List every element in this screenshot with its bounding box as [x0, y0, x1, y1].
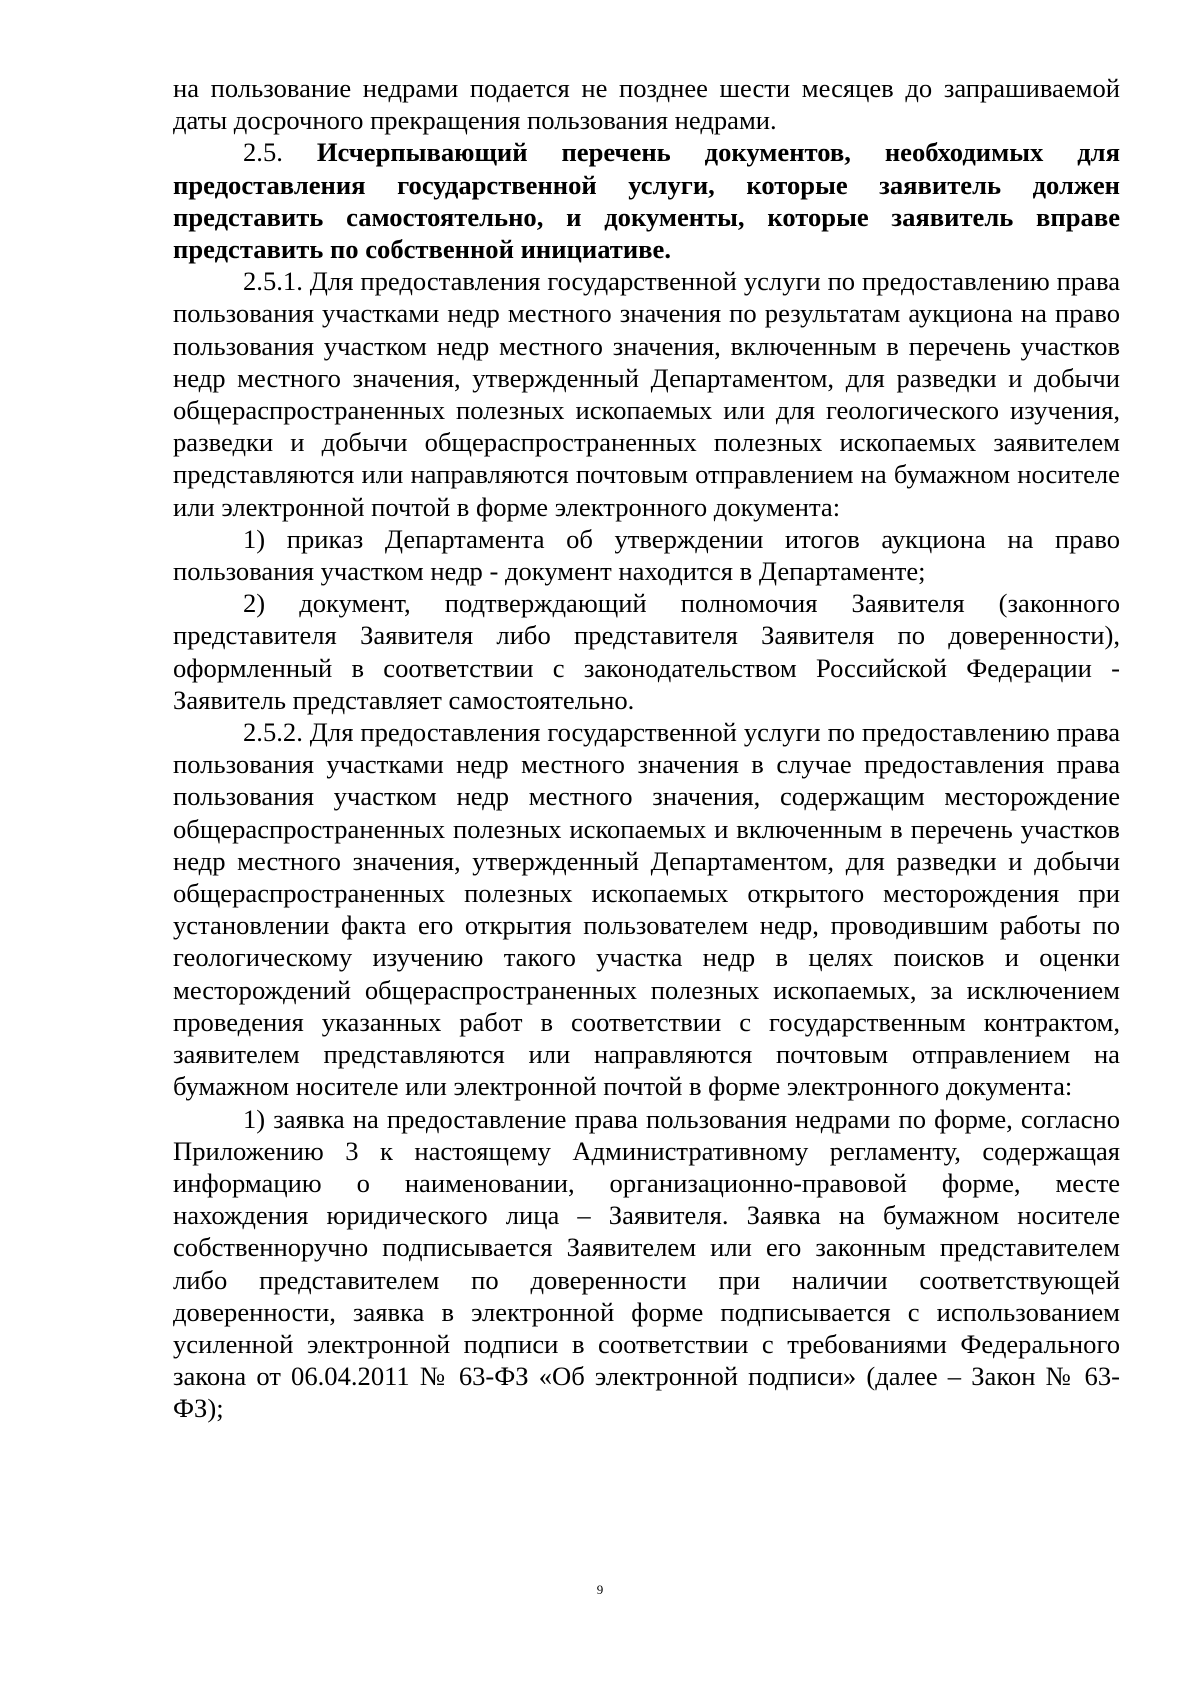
paragraph-continuation: на пользование недрами подается не позднее шести месяцев до запрашиваемой даты досрочного прекращения пользования недрами. [173, 73, 1120, 136]
document-body [173, 72, 1120, 1425]
paragraph-section-2-5-1: 2.5.1. Для предоставления государственной услуги по предоставлению права пользования участками недр местного значения по результатам аукциона на право пользования участком недр местного значения, включенным в перечень участков недр местного значения, утвержденный Департаментом, для разведки и добычи общераспространенных полезных ископаемых или для геологического изучения, разведки и добычи общераспространенных полезных ископаемых заявителем представляются или направляются почтовым отправлением на бумажном носителе или электронной почтой в форме электронного документа: [173, 266, 1120, 522]
list-item: 1) приказ Департамента об утверждении итогов аукциона на право пользования участком недр - документ находится в Департаменте; [173, 523, 1120, 587]
section-number: 2.5. [243, 137, 283, 168]
paragraph-section-2-5-2: 2.5.2. Для предоставления государственной услуги по предоставлению права пользования участками недр местного значения в случае предоставления права пользования участком недр местного значения, содержащим месторождение общераспространенных полезных ископаемых и включенным в перечень участков недр местного значения, утвержденный Департаментом, для разведки и добычи общераспространенных полезных ископаемых открытого месторождения при установлении факта его открытия пользователем недр, проводившим работы по геологическому изучению такого участка недр в целях поисков и оценки месторождений общераспространенных полезных ископаемых, за исключением проведения указанных работ в соответствии с государственным контрактом, заявителем представляются или направляются почтовым отправлением на бумажном носителе или электронной почтой в форме электронного документа: [173, 717, 1120, 1102]
section-heading: Исчерпывающий перечень документов, необходимых для предоставления государственной услуги, которые заявитель должен представить самостоятельно, и документы, которые заявитель вправе представить по собственной инициативе. [173, 137, 1120, 265]
list-item: 2) документ, подтверждающий полномочия Заявителя (законного представителя Заявителя либо представителя Заявителя по доверенности), оформленный в соответствии с законодательством Российской Федерации - Заявитель представляет самостоятельно. [173, 588, 1120, 715]
page-number: 9 [596, 1582, 604, 1597]
list-item: 1) заявка на предоставление права пользования недрами по форме, согласно Приложению 3 к настоящему Административному регламенту, содержащая информацию о наименовании, организационно-правовой форме, месте нахождения юридического лица – Заявителя. Заявка на бумажном носителе собственноручно подписывается Заявителем или его законным представителем либо представителем по доверенности при наличии соответствующей доверенности, заявка в электронной форме подписывается с использованием усиленной электронной подписи в соответствии с требованиями Федерального закона от 06.04.2011 № 63-ФЗ «Об электронной подписи» (далее – Закон № 63-ФЗ); [173, 1103, 1120, 1424]
paragraph-section-2-5 [173, 136, 1120, 265]
